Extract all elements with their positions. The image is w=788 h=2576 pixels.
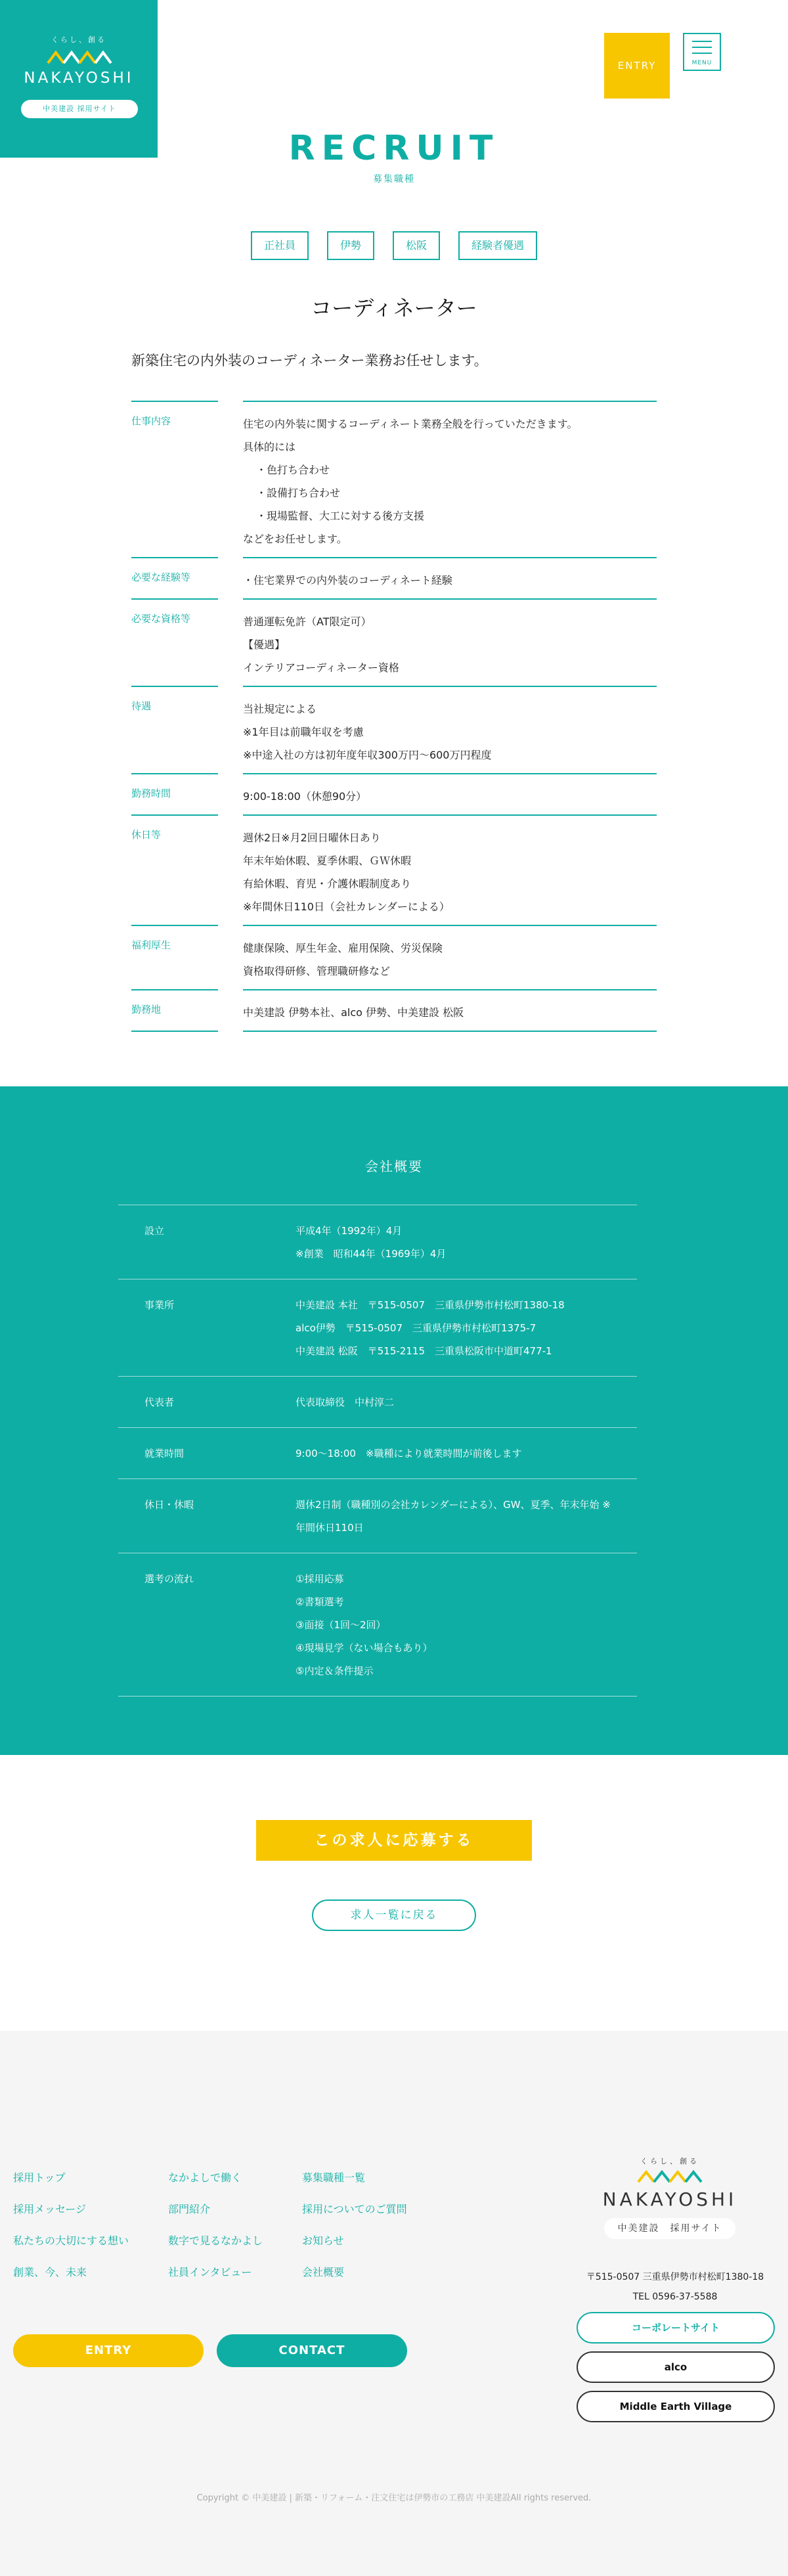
detail-value — [243, 687, 492, 773]
company-value — [296, 1568, 637, 1683]
detail-line: インテリアコーディネーター資格 — [243, 661, 399, 674]
company-line: 週休2日制（職種別の会社カレンダーによる）、GW、夏季、年末年始 ※年間休日110日 — [296, 1499, 611, 1534]
company-label: 代表者 — [144, 1396, 175, 1408]
detail-row-experience — [131, 558, 657, 600]
detail-line: 資格取得研修、管理職研修など — [243, 965, 391, 977]
detail-row-duties — [131, 401, 657, 558]
menu-button[interactable] — [683, 33, 721, 71]
detail-label: 福利厚生 — [131, 939, 171, 951]
footer-link-faq[interactable]: 採用についてのご質問 — [302, 2203, 407, 2215]
company-row-representative — [118, 1377, 637, 1428]
page-subtitle: 募集職種 — [373, 174, 415, 185]
footer-entry-button[interactable]: ENTRY — [13, 2334, 204, 2367]
hamburger-icon — [692, 41, 712, 42]
header-entry-button[interactable]: ENTRY — [604, 33, 670, 99]
detail-line: 【優遇】 — [243, 638, 286, 651]
footer-nav-col-1 — [13, 2162, 129, 2288]
detail-value — [243, 774, 366, 814]
detail-line: 当社規定による — [243, 703, 317, 715]
detail-line: 9:00-18:00（休憩90分） — [243, 790, 367, 803]
detail-row-location — [131, 990, 657, 1032]
company-title: 会社概要 — [365, 1159, 423, 1174]
detail-row-compensation — [131, 687, 657, 774]
detail-label: 勤務時間 — [131, 788, 171, 799]
detail-label: 休日等 — [131, 829, 162, 841]
footer-link-history[interactable]: 創業、今、未来 — [13, 2266, 87, 2278]
detail-line: 住宅の内外装に関するコーディネート業務全般を行っていただきます。 — [243, 418, 578, 430]
footer-logo-tagline: くらし、創る — [640, 2157, 699, 2165]
company-line: ⑤内定＆条件提示 — [296, 1665, 374, 1677]
footer-link-jobs[interactable]: 募集職種一覧 — [302, 2171, 366, 2184]
footer-link-work[interactable]: なかよしで働く — [168, 2171, 242, 2184]
copyright: Copyright © 中美建設 | 新築・リフォーム・注文住宅は伊勢市の工務店 中美建設All rights reserved. — [196, 2493, 592, 2503]
company-line: 平成4年（1992年）4月 — [296, 1225, 403, 1237]
footer-link-company[interactable]: 会社概要 — [302, 2266, 345, 2278]
logo-pill: 中美建設 採用サイト — [21, 100, 138, 118]
job-detail-table — [131, 401, 657, 1032]
company-line: 代表取締役 中村淳二 — [296, 1396, 395, 1408]
menu-label: MENU — [691, 60, 712, 66]
footer-link-numbers[interactable]: 数字で見るなかよし — [168, 2234, 263, 2247]
footer-link-message[interactable]: 採用メッセージ — [13, 2203, 87, 2215]
company-value — [296, 1220, 637, 1266]
detail-line: 具体的には — [243, 441, 296, 453]
detail-line: 普通運転免許（AT限定可） — [243, 615, 372, 628]
tag-matsusaka: 松阪 — [393, 231, 440, 260]
hamburger-icon — [692, 53, 712, 54]
company-value — [296, 1294, 637, 1363]
tag-experienced: 経験者優遇 — [458, 231, 537, 260]
detail-value — [243, 600, 399, 686]
detail-value — [243, 558, 452, 598]
company-row-offices — [118, 1279, 637, 1377]
company-label: 選考の流れ — [144, 1573, 194, 1585]
footer-logo-pill: 中美建設 採用サイト — [604, 2218, 735, 2239]
company-overview — [0, 1086, 788, 1755]
detail-line: ・現場監督、大工に対する後方支援 — [256, 510, 425, 522]
detail-row-holidays — [131, 816, 657, 926]
company-line: ③面接（1回〜2回） — [296, 1619, 386, 1631]
address-line: 〒515-0507 三重県伊勢市村松町1380-18 — [586, 2272, 764, 2282]
apply-button[interactable]: この求人に応募する — [256, 1820, 532, 1861]
footer-logo[interactable] — [591, 2156, 749, 2239]
detail-label: 必要な経験等 — [131, 571, 191, 583]
detail-value — [243, 990, 464, 1031]
detail-value — [243, 816, 450, 925]
logo-tagline: くらし、創る — [51, 35, 106, 44]
back-to-list-button[interactable]: 求人一覧に戻る — [312, 1899, 476, 1931]
page-title: RECRUIT — [288, 129, 500, 168]
footer-logo-name: NAKAYOSHI — [602, 2188, 737, 2210]
roof-logo-icon — [637, 2169, 703, 2185]
detail-line: ※中途入社の方は初年度年収300万円〜600万円程度 — [243, 749, 492, 761]
job-lead: 新築住宅の内外装のコーディネーター業務お任せします。 — [131, 353, 488, 368]
detail-line: などをお任せします。 — [243, 533, 347, 545]
footer-link-top[interactable]: 採用トップ — [13, 2171, 66, 2184]
detail-row-benefits — [131, 926, 657, 990]
company-value — [296, 1391, 637, 1414]
footer-link-news[interactable]: お知らせ — [302, 2234, 344, 2247]
roof-logo-icon — [47, 49, 112, 66]
job-tags — [0, 231, 788, 260]
detail-line: 有給休暇、育児・介護休暇制度あり — [243, 877, 412, 890]
footer-contact-button[interactable]: CONTACT — [217, 2334, 407, 2367]
detail-value — [243, 402, 577, 557]
company-row-founded — [118, 1205, 637, 1279]
footer-link-interviews[interactable]: 社員インタビュー — [168, 2266, 252, 2278]
detail-line: 年末年始休暇、夏季休暇、ＧＷ休暇 — [243, 855, 412, 867]
company-row-hours — [118, 1428, 637, 1479]
company-line: 中美建設 松阪 〒515-2115 三重県松阪市中道町477-1 — [296, 1345, 552, 1357]
middle-earth-village-button[interactable]: Middle Earth Village — [577, 2391, 775, 2422]
company-label: 事業所 — [144, 1299, 175, 1311]
tag-employment: 正社員 — [251, 231, 309, 260]
company-value — [296, 1494, 637, 1540]
company-label: 就業時間 — [144, 1448, 185, 1459]
company-line: ④現場見学（ない場合もあり） — [296, 1642, 433, 1654]
company-line: 中美建設 本社 〒515-0507 三重県伊勢市村松町1380-18 — [296, 1299, 565, 1311]
detail-line: 健康保険、厚生年金、雇用保険、労災保険 — [243, 942, 443, 954]
tel-line: TEL 0596-37-5588 — [632, 2292, 718, 2302]
hamburger-icon — [692, 47, 712, 48]
detail-line: ・色打ち合わせ — [256, 464, 330, 476]
company-line: alco伊勢 〒515-0507 三重県伊勢市村松町1375-7 — [296, 1322, 536, 1334]
footer-address — [577, 2267, 774, 2307]
alco-button[interactable]: alco — [577, 2351, 775, 2383]
logo-name: NAKAYOSHI — [24, 70, 134, 87]
detail-line: ※年間休日110日（会社カレンダーによる） — [243, 900, 450, 913]
company-value — [296, 1442, 637, 1465]
detail-line: ・住宅業界での内外装のコーディネート経験 — [243, 574, 452, 587]
detail-line: 週休2日※月2回日曜休日あり — [243, 832, 381, 844]
corporate-site-button[interactable]: コーポレートサイト — [577, 2312, 775, 2343]
company-table — [118, 1205, 637, 1697]
detail-label: 勤務地 — [131, 1004, 162, 1015]
detail-label: 仕事内容 — [131, 415, 171, 427]
company-row-selection — [118, 1553, 637, 1697]
detail-row-qualifications — [131, 600, 657, 687]
site-footer — [0, 2031, 788, 2576]
company-label: 休日・休暇 — [144, 1499, 194, 1511]
detail-label: 必要な資格等 — [131, 613, 191, 625]
detail-line: ・設備打ち合わせ — [256, 487, 341, 499]
company-line: ②書類選考 — [296, 1596, 344, 1608]
detail-line: ※1年目は前職年収を考慮 — [243, 726, 364, 738]
company-line: ※創業 昭和44年（1969年）4月 — [296, 1248, 447, 1260]
tag-ise: 伊勢 — [327, 231, 374, 260]
footer-nav-col-3 — [302, 2162, 407, 2288]
company-label: 設立 — [144, 1225, 165, 1237]
footer-link-departments[interactable]: 部門紹介 — [168, 2203, 211, 2215]
footer-nav-col-2 — [168, 2162, 263, 2288]
detail-row-hours — [131, 774, 657, 816]
company-line: 9:00〜18:00 ※職種により就業時間が前後します — [296, 1448, 522, 1459]
job-title: コーディネーター — [311, 296, 477, 321]
company-line: ①採用応募 — [296, 1573, 344, 1585]
detail-line: 中美建設 伊勢本社、alco 伊勢、中美建設 松阪 — [243, 1006, 464, 1019]
footer-link-values[interactable]: 私たちの大切にする想い — [13, 2234, 129, 2247]
detail-value — [243, 926, 443, 989]
company-row-holidays — [118, 1479, 637, 1553]
detail-label: 待遇 — [131, 700, 152, 712]
